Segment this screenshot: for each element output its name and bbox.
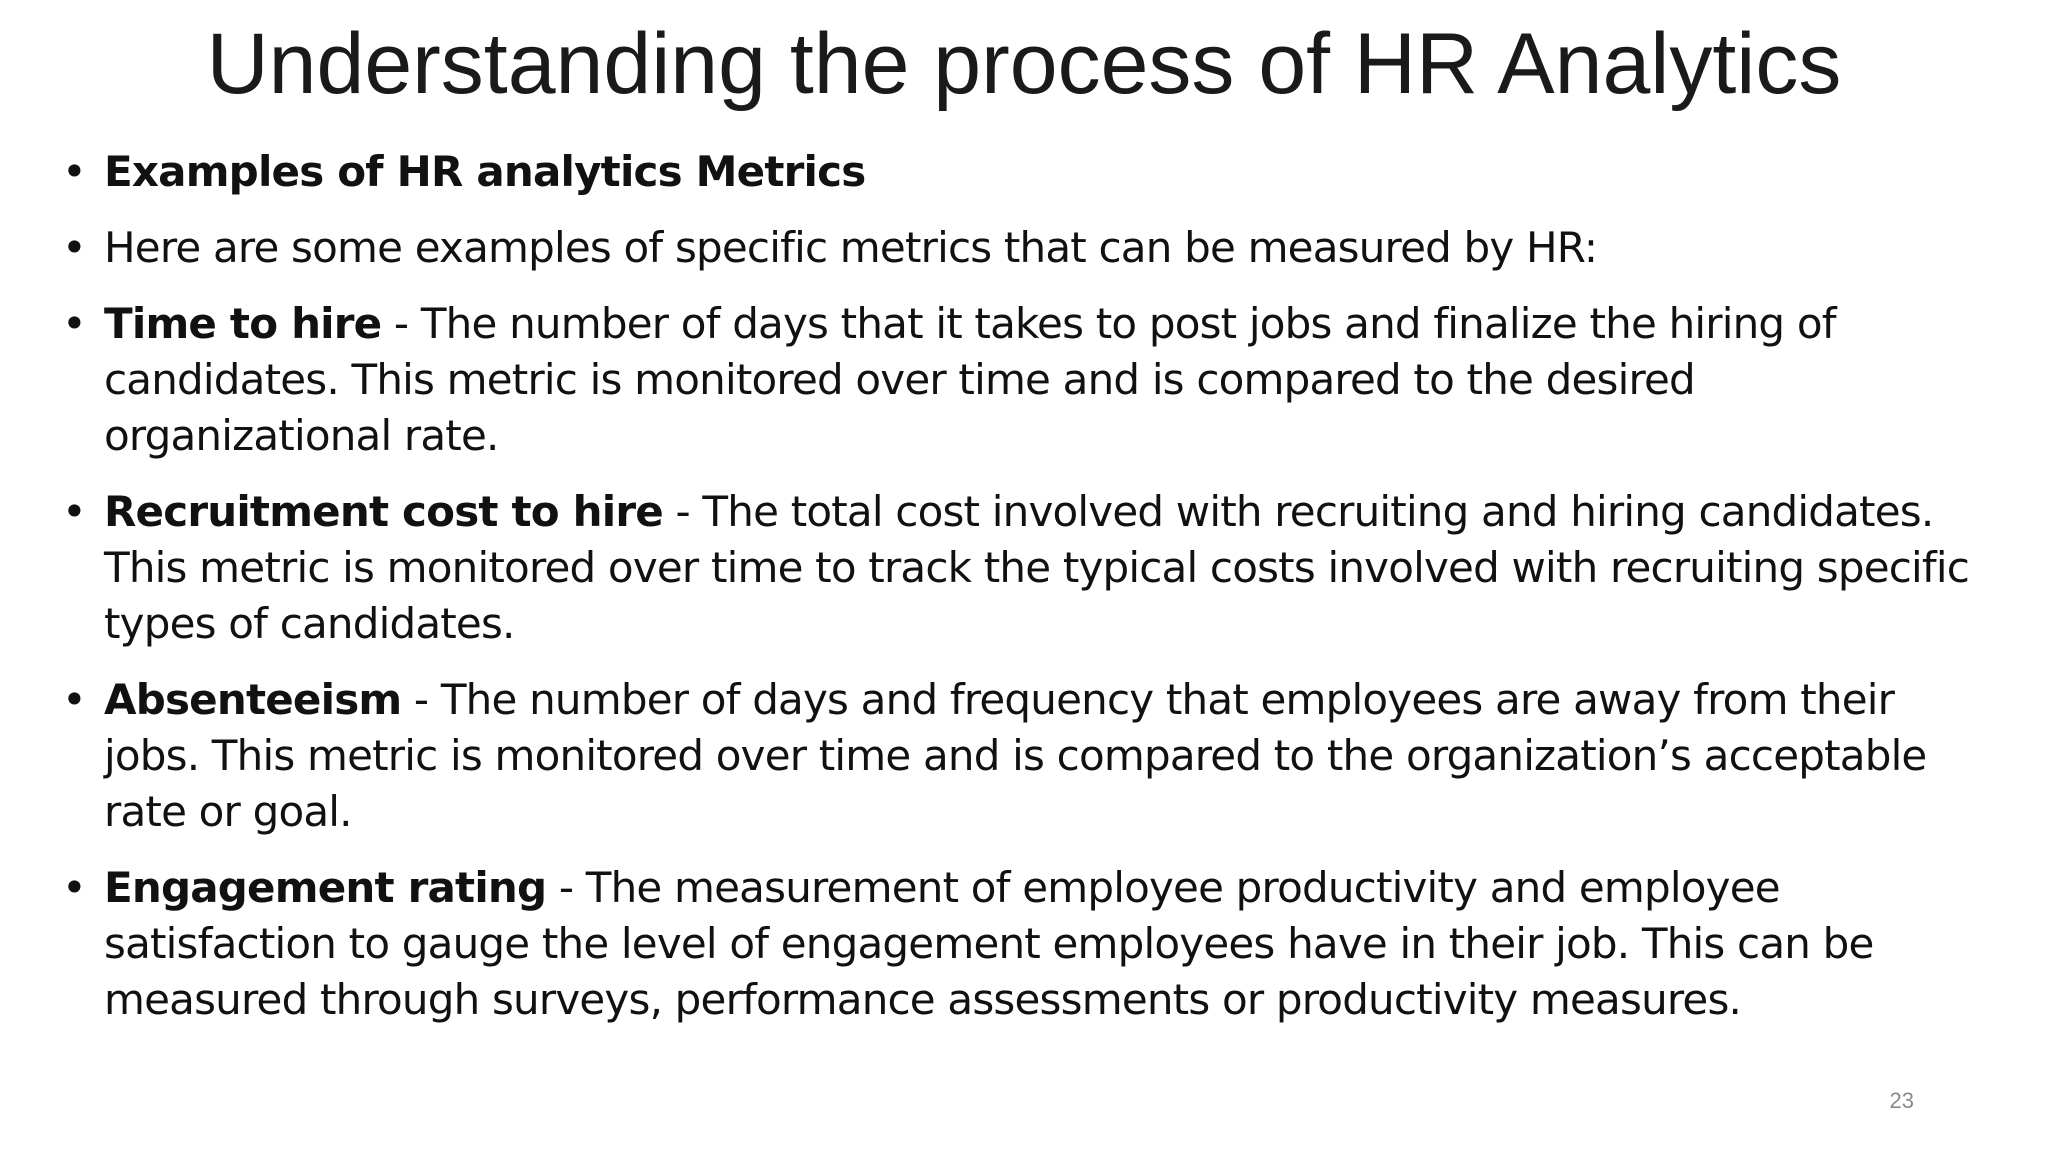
bullet-text: - The number of days and frequency that employees are away from their jobs. This metric is monitored over time and is compared to the organization’s acceptable rate or goal.: [104, 675, 1927, 836]
bullet-icon: •: [62, 299, 86, 348]
bullet-icon: •: [62, 147, 86, 196]
bullet-text: - The total cost involved with recruiting and hiring candidates. This metric is monitored over time to track the typical costs involved with recruiting specific types of candidates.: [104, 487, 1970, 648]
bullet-text: - The measurement of employee productivity and employee satisfaction to gauge the level of engagement employees have in their job. This can be measured through surveys, performance assessments or productivity measures.: [104, 863, 1874, 1024]
bullet-term: Engagement rating: [104, 863, 547, 912]
bullet-item: [58, 484, 1988, 652]
bullet-term: Recruitment cost to hire: [104, 487, 663, 536]
bullet-term: Time to hire: [104, 299, 382, 348]
bullet-icon: •: [62, 675, 86, 724]
bullet-item: [58, 220, 1988, 276]
page-number: 23: [1889, 1088, 1914, 1113]
bullet-text: Here are some examples of specific metrics that can be measured by HR:: [104, 223, 1598, 272]
bullet-list: [58, 144, 1988, 1048]
bullet-term: Examples of HR analytics Metrics: [104, 147, 866, 196]
bullet-term: Absenteeism: [104, 675, 402, 724]
bullet-item: [58, 672, 1988, 840]
bullet-item: [58, 296, 1988, 464]
bullet-item: [58, 144, 1988, 200]
bullet-text: - The number of days that it takes to post jobs and finalize the hiring of candidates. This metric is monitored over time and is compared to the desired organizational rate.: [104, 299, 1836, 460]
bullet-item: [58, 860, 1988, 1028]
bullet-icon: •: [62, 223, 86, 272]
slide-title: Understanding the process of HR Analytics: [206, 16, 1842, 112]
bullet-icon: •: [62, 487, 86, 536]
bullet-icon: •: [62, 863, 86, 912]
